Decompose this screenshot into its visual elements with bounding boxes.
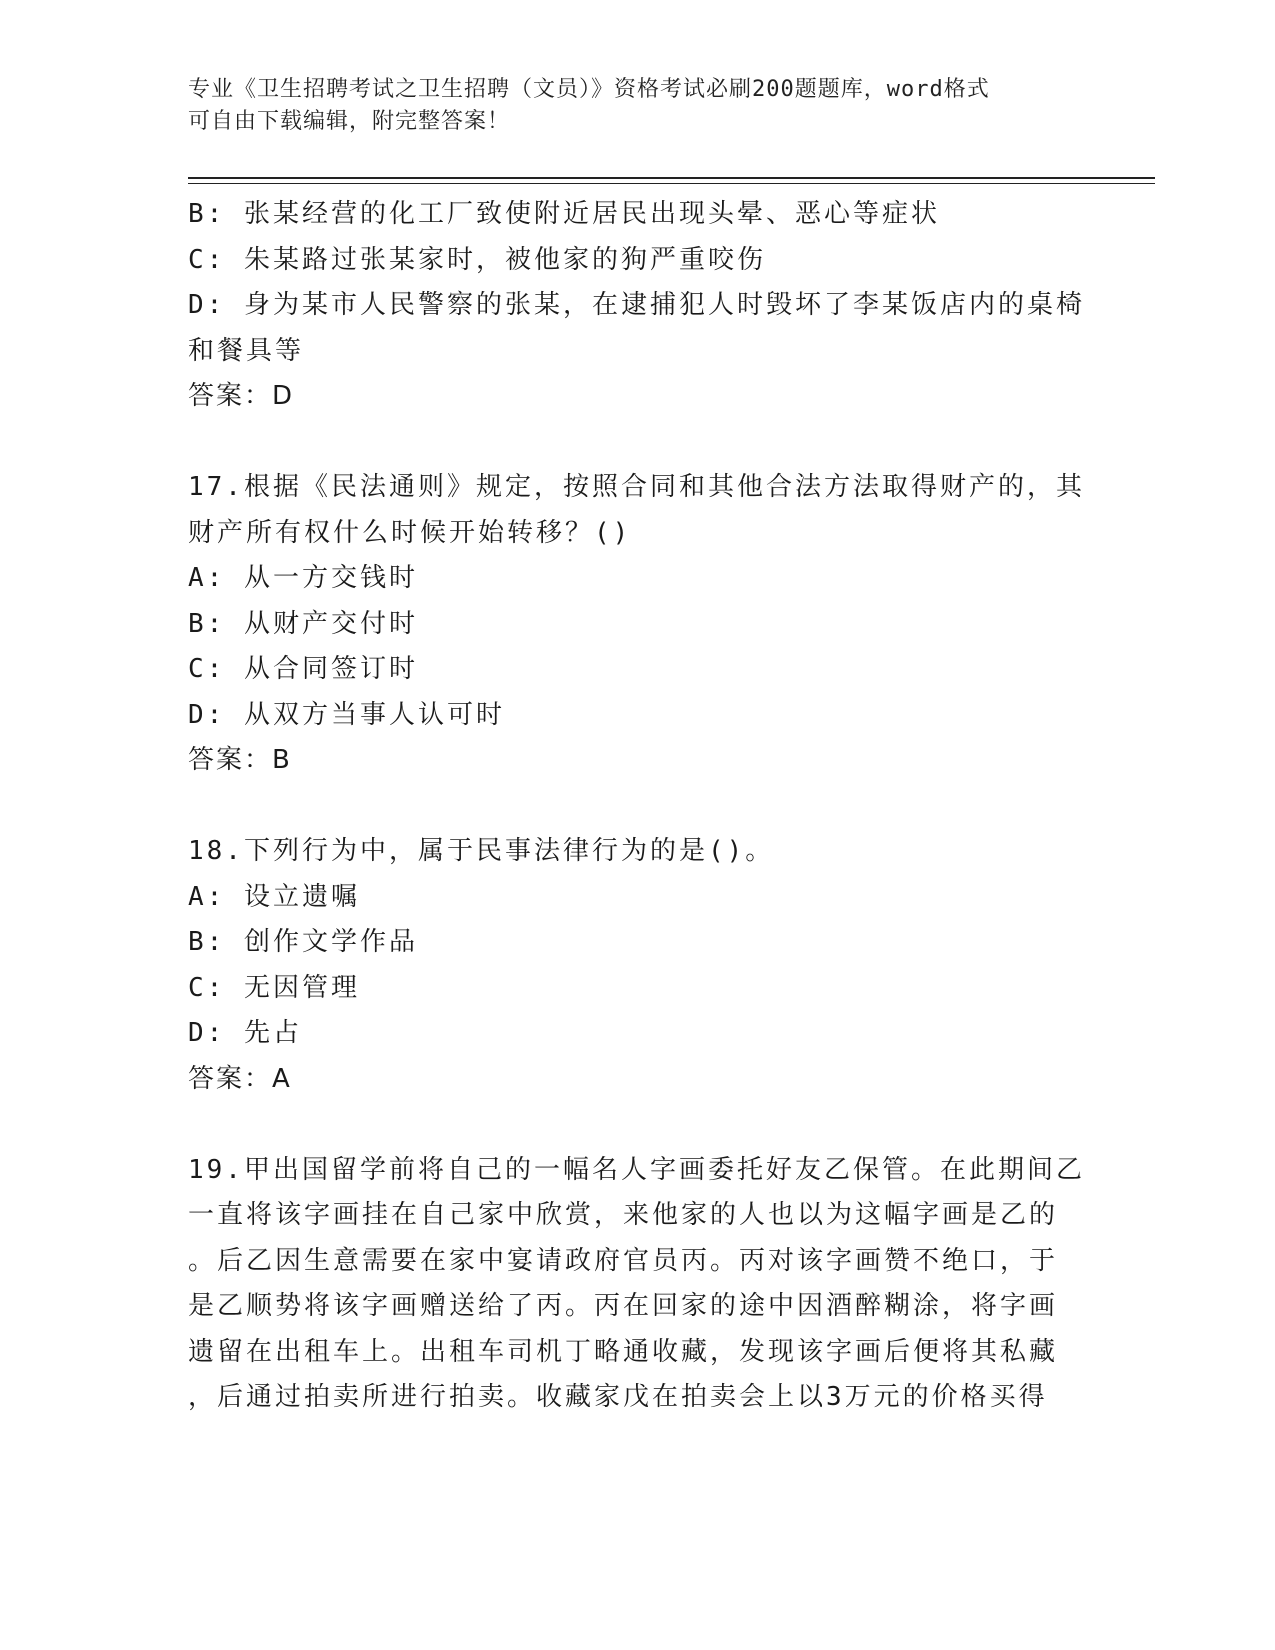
q18-option-a: A: 设立遗嘱 — [188, 881, 360, 912]
header-line-1: 专业《卫生招聘考试之卫生招聘（文员）》资格考试必刷200题题库，word格式 — [188, 77, 990, 102]
header-line-2: 可自由下载编辑，附完整答案！ — [188, 109, 511, 134]
spacer — [188, 420, 1078, 466]
q19-stem-line: 。后乙因生意需要在家中宴请政府官员丙。丙对该字画赞不绝口，于 — [188, 1245, 1059, 1276]
spacer — [188, 784, 1078, 830]
q16-answer: 答案：D — [188, 381, 295, 411]
q18-option-c: C: 无因管理 — [188, 972, 360, 1003]
q18-answer: 答案：A — [188, 1063, 292, 1094]
q17-answer: 答案：B — [188, 745, 292, 775]
header-rule-thick — [188, 177, 1155, 179]
q17-option-d: D: 从双方当事人认可时 — [188, 699, 505, 730]
q17-option-b: B: 从财产交付时 — [188, 608, 418, 639]
question-17 — [188, 465, 1085, 784]
q17-stem-line-1: 17.根据《民法通则》规定，按照合同和其他合法方法取得财产的，其 — [188, 472, 1085, 502]
q19-stem-line: 一直将该字画挂在自己家中欣赏，来他家的人也以为这幅字画是乙的 — [188, 1200, 1059, 1230]
question-18 — [188, 829, 1078, 1102]
q16-option-d-line-2: 和餐具等 — [188, 335, 305, 366]
q19-stem-line: 是乙顺势将该字画赠送给了丙。丙在回家的途中因酒醉糊涂，将字画 — [188, 1291, 1059, 1321]
q16-option-d-line-1: D: 身为某市人民警察的张某，在逮捕犯人时毁坏了李某饭店内的桌椅 — [188, 290, 1085, 320]
q18-stem: 18.下列行为中，属于民事法律行为的是()。 — [188, 836, 775, 866]
q19-stem-line: 遗留在出租车上。出租车司机丁略通收藏，发现该字画后便将其私藏 — [188, 1336, 1059, 1367]
document-body — [188, 192, 1085, 1421]
q18-option-b: B: 创作文学作品 — [188, 927, 418, 957]
question-19 — [188, 1148, 1085, 1421]
q16-option-c: C: 朱某路过张某家时，被他家的狗严重咬伤 — [188, 244, 766, 275]
q17-option-c: C: 从合同签订时 — [188, 654, 418, 684]
header-rule-thin — [188, 183, 1155, 184]
q17-option-a: A: 从一方交钱时 — [188, 563, 418, 593]
q18-option-d: D: 先占 — [188, 1018, 302, 1048]
spacer — [188, 1102, 1078, 1148]
q19-stem-line: ，后通过拍卖所进行拍卖。收藏家戊在拍卖会上以3万元的价格买得 — [188, 1382, 1048, 1412]
q16-option-b: B: 张某经营的化工厂致使附近居民出现头晕、恶心等症状 — [188, 199, 940, 229]
document-header — [188, 74, 1068, 138]
q17-stem-line-2: 财产所有权什么时候开始转移？() — [188, 517, 632, 548]
q19-stem-line: 19.甲出国留学前将自己的一幅名人字画委托好友乙保管。在此期间乙 — [188, 1154, 1085, 1185]
question-16 — [188, 192, 1085, 420]
